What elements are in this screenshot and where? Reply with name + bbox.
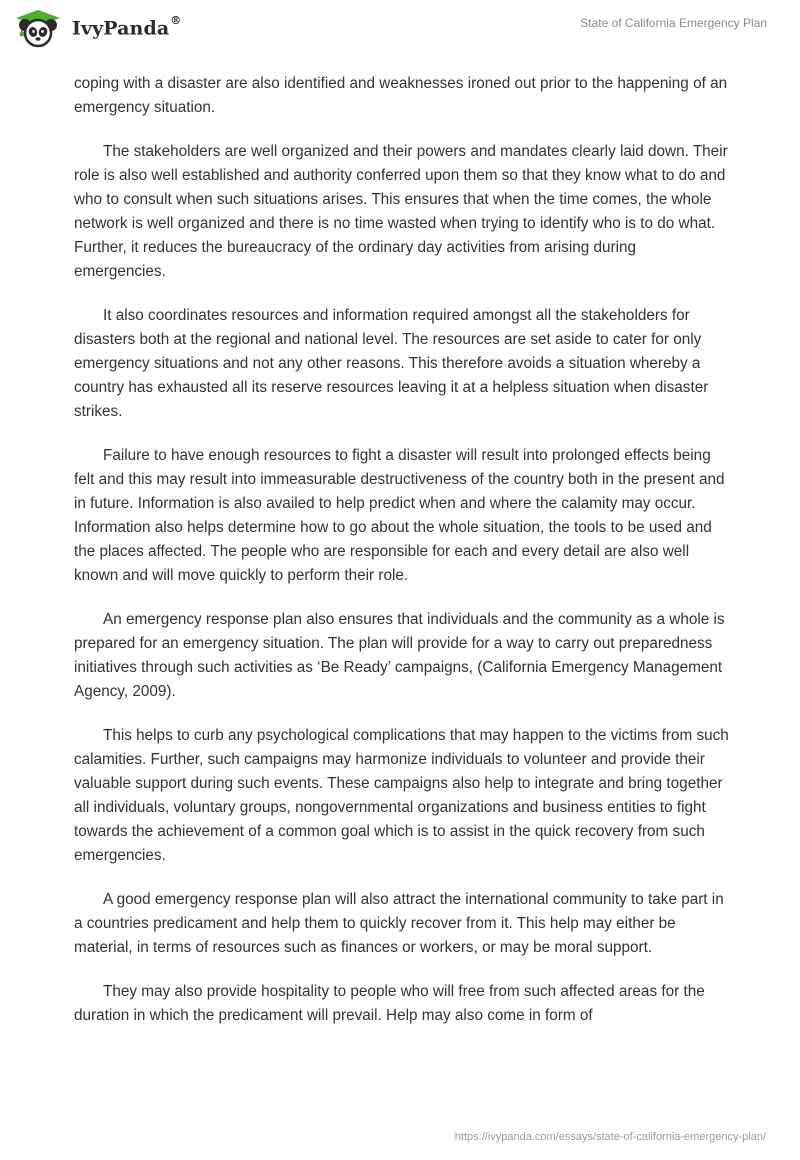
paragraph-4: Failure to have enough resources to fight a disaster will result into prolonged effects being felt and this may result into immeasurable destructiveness of the country both in the present and in future. Information is also availed to help predict when and where the calamity may occur. Information also helps determine how to go about the whole situation, the tools to be used and the places affected. The people who are responsible for each and every detail are also well known and will move quickly to perform their role.: [74, 447, 725, 584]
paragraph-3: It also coordinates resources and information required amongst all the stakeholders for disasters both at the regional and national level. The resources are set aside to cater for only emergency situations and not any other reasons. This therefore avoids a situation whereby a country has exhausted all its reserve resources leaving it at a helpless situation when disaster strikes.: [74, 307, 709, 420]
page-header: [0, 0, 800, 60]
brand-text: IvyPanda: [72, 17, 170, 40]
brand-name: [72, 13, 182, 40]
registered-mark: ®: [170, 13, 182, 27]
paragraph-5: An emergency response plan also ensures that individuals and the community as a whole is prepared for an emergency situation. The plan will provide for a way to carry out preparedness initiatives through such activities as ‘Be Ready’ campaigns, (California Emergency Management Agency, 2009).: [74, 611, 725, 700]
source-url: https://ivypanda.com/essays/state-of-california-emergency-plan/: [454, 1131, 766, 1143]
document-title: State of California Emergency Plan: [580, 16, 767, 30]
panda-graduation-cap-icon: [14, 8, 66, 48]
paragraph-8: They may also provide hospitality to people who will free from such affected areas for the duration in which the predicament will prevail. Help may also come in form of: [74, 983, 705, 1024]
paragraph-2: The stakeholders are well organized and their powers and mandates clearly laid down. Their role is also well established and authority conferred upon them so that they know what to do and who to consult when such situations arises. This ensures that when the time comes, the whole network is well organized and there is no time wasted when trying to identify who is to do what. Further, it reduces the bureaucracy of the ordinary day activities from arising during emergencies.: [74, 143, 728, 280]
paragraph-6: This helps to curb any psychological complications that may happen to the victims from such calamities. Further, such campaigns may harmonize individuals to volunteer and provide their valuable support during such events. These campaigns also help to integrate and bring together all individuals, voluntary groups, nongovernmental organizations and business entities to fight towards the achievement of a common goal which is to assist in the quick recovery from such emergencies.: [74, 727, 729, 864]
paragraph-1: coping with a disaster are also identified and weaknesses ironed out prior to the happening of an emergency situation.: [74, 75, 728, 116]
ivypanda-logo-link[interactable]: [14, 8, 181, 48]
paragraph-7: A good emergency response plan will also attract the international community to take part in a countries predicament and help them to quickly recover from it. This help may either be material, in terms of resources such as finances or workers, or may be moral support.: [74, 891, 724, 956]
essay-body: [74, 72, 730, 1048]
